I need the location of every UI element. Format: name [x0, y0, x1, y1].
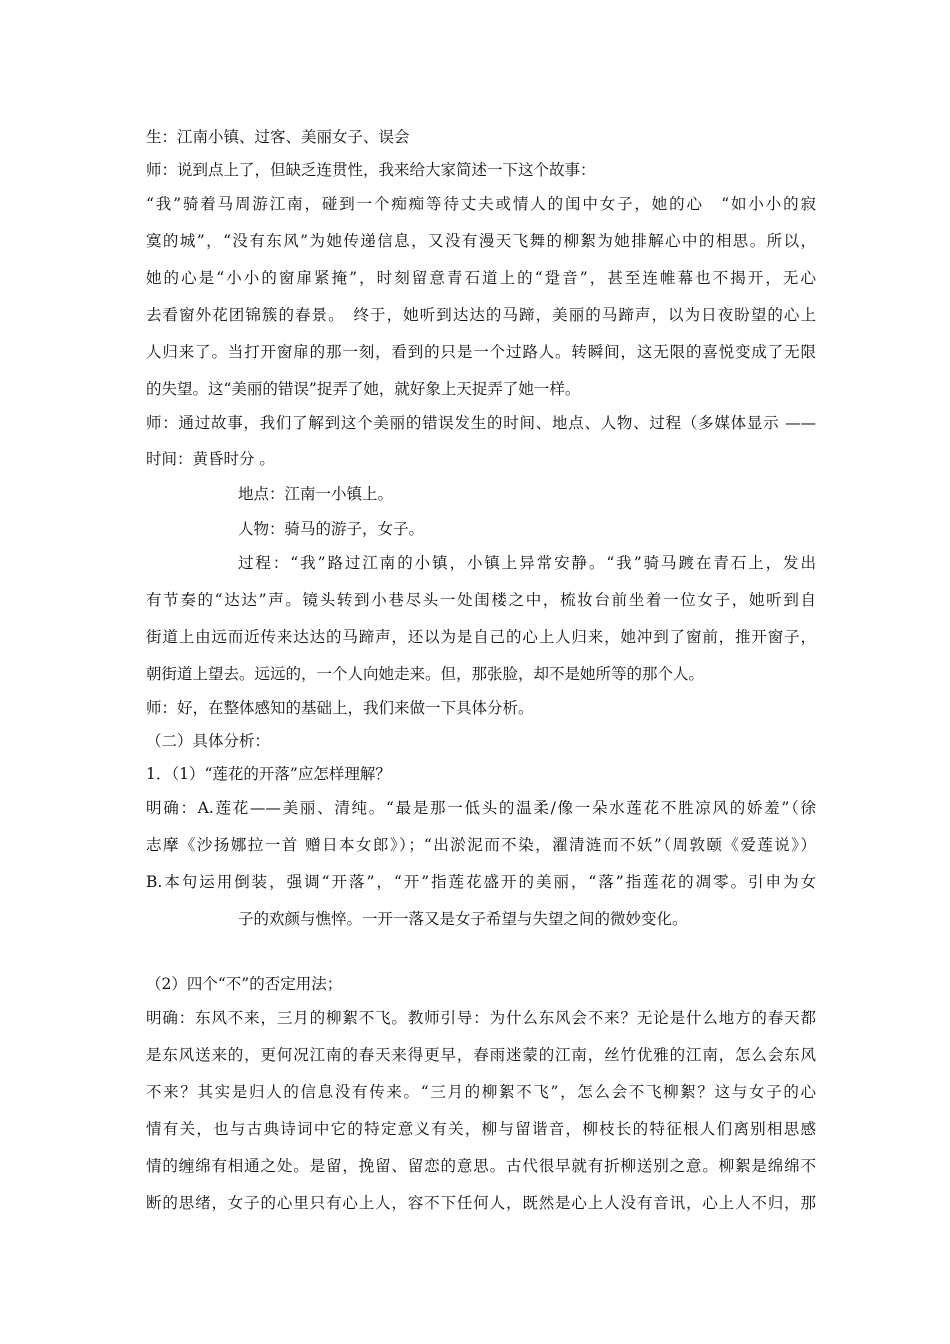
question-heading: 1．（1）“莲花的开落”应怎样理解？	[146, 765, 391, 783]
text-line: 的失望。这“美丽的错误”捉弄了她，就好象上天捉弄了她一样。	[146, 380, 581, 398]
text-line: 朝街道上望去。远远的，一个人向她走来。但，那张脸，却不是她所等的那个人。	[146, 665, 705, 683]
text-line: 生：江南小镇、过客、美丽女子、误会	[146, 128, 410, 146]
text-line: 师：好，在整体感知的基础上，我们来做一下具体分析。	[146, 699, 534, 717]
text-line: 寞的城”，“没有东风”为她传递信息，又没有漫天飞舞的柳絮为她排解心中的相思。所以，	[146, 232, 816, 250]
text-line: 情的缠绵有相通之处。是留，挽留、留恋的意思。古代很早就有折柳送别之意。柳絮是绵绵不	[146, 1157, 816, 1175]
text-line: B.本句运用倒装，强调“开落”，“开”指莲花盛开的美丽，“落”指莲花的凋零。引申为女	[146, 873, 816, 891]
text-line: 街道上由远而近传来达达的马蹄声，还以为是自己的心上人归来，她冲到了窗前，推开窗子，	[146, 628, 816, 646]
text-line: 去看窗外花团锦簇的春景。 终于，她听到达达的马蹄，美丽的马蹄声，以为日夜盼望的心上	[146, 306, 816, 324]
text-line: 断的思绪，女子的心里只有心上人，容不下任何人，既然是心上人没有音讯，心上人不归，那	[146, 1194, 816, 1212]
text-line: 明确：东风不来，三月的柳絮不飞。教师引导：为什么东风会不来？无论是什么地方的春天都	[146, 1009, 816, 1027]
text-line: 情有关，也与古典诗词中它的特定意义有关，柳与留谐音，柳枝长的特征根人们离别相思感	[146, 1120, 816, 1138]
text-line: 人物：骑马的游子，女子。	[238, 520, 425, 538]
text-line: 地点：江南一小镇上。	[238, 485, 394, 503]
text-line: 子的欢颜与憔悴。一开一落又是女子希望与失望之间的微妙变化。	[238, 910, 688, 928]
text-line: 人归来了。当打开窗扉的那一刻，看到的只是一个过路人。转瞬间，这无限的喜悦变成了无限	[146, 343, 816, 361]
text-line: 过程：“我”路过江南的小镇，小镇上异常安静。“我”骑马踱在青石上，发出	[238, 554, 816, 572]
text-line: 不来？其实是归人的信息没有传来。“三月的柳絮不飞”，怎么会不飞柳絮？这与女子的心	[146, 1083, 816, 1101]
section-heading: （二）具体分析：	[146, 732, 271, 750]
text-line: 师：说到点上了，但缺乏连贯性，我来给大家简述一下这个故事：	[146, 161, 596, 179]
text-line: 她的心是“小小的窗扉紧掩”，时刻留意青石道上的“跫音”，甚至连帷幕也不揭开，无心	[146, 269, 816, 287]
text-line: 志摩《沙扬娜拉一首 赠日本女郎》）；“出淤泥而不染，濯清涟而不妖”（周敦颐《爱莲说》）	[146, 836, 816, 854]
text-line: 明确：A.莲花——美丽、清纯。“最是那一低头的温柔/像一朵水莲花不胜凉风的娇羞”（徐	[146, 799, 816, 817]
text-line: 是东风送来的，更何况江南的春天来得更早，春雨迷蒙的江南，丝竹优雅的江南，怎么会东风	[146, 1046, 816, 1064]
text-line: 有节奏的“达达”声。镜头转到小巷尽头一处闺楼之中，梳妆台前坐着一位女子，她听到自	[146, 591, 816, 609]
text-line: “我”骑着马周游江南，碰到一个痴痴等待丈夫或情人的闺中女子，她的心 “如小小的寂	[146, 195, 816, 213]
question-heading: （2）四个“不”的否定用法；	[146, 975, 343, 993]
text-line: 师：通过故事，我们了解到这个美丽的错误发生的时间、地点、人物、过程（多媒体显示 ——	[146, 414, 816, 432]
text-line: 时间：黄昏时分 。	[146, 450, 275, 468]
